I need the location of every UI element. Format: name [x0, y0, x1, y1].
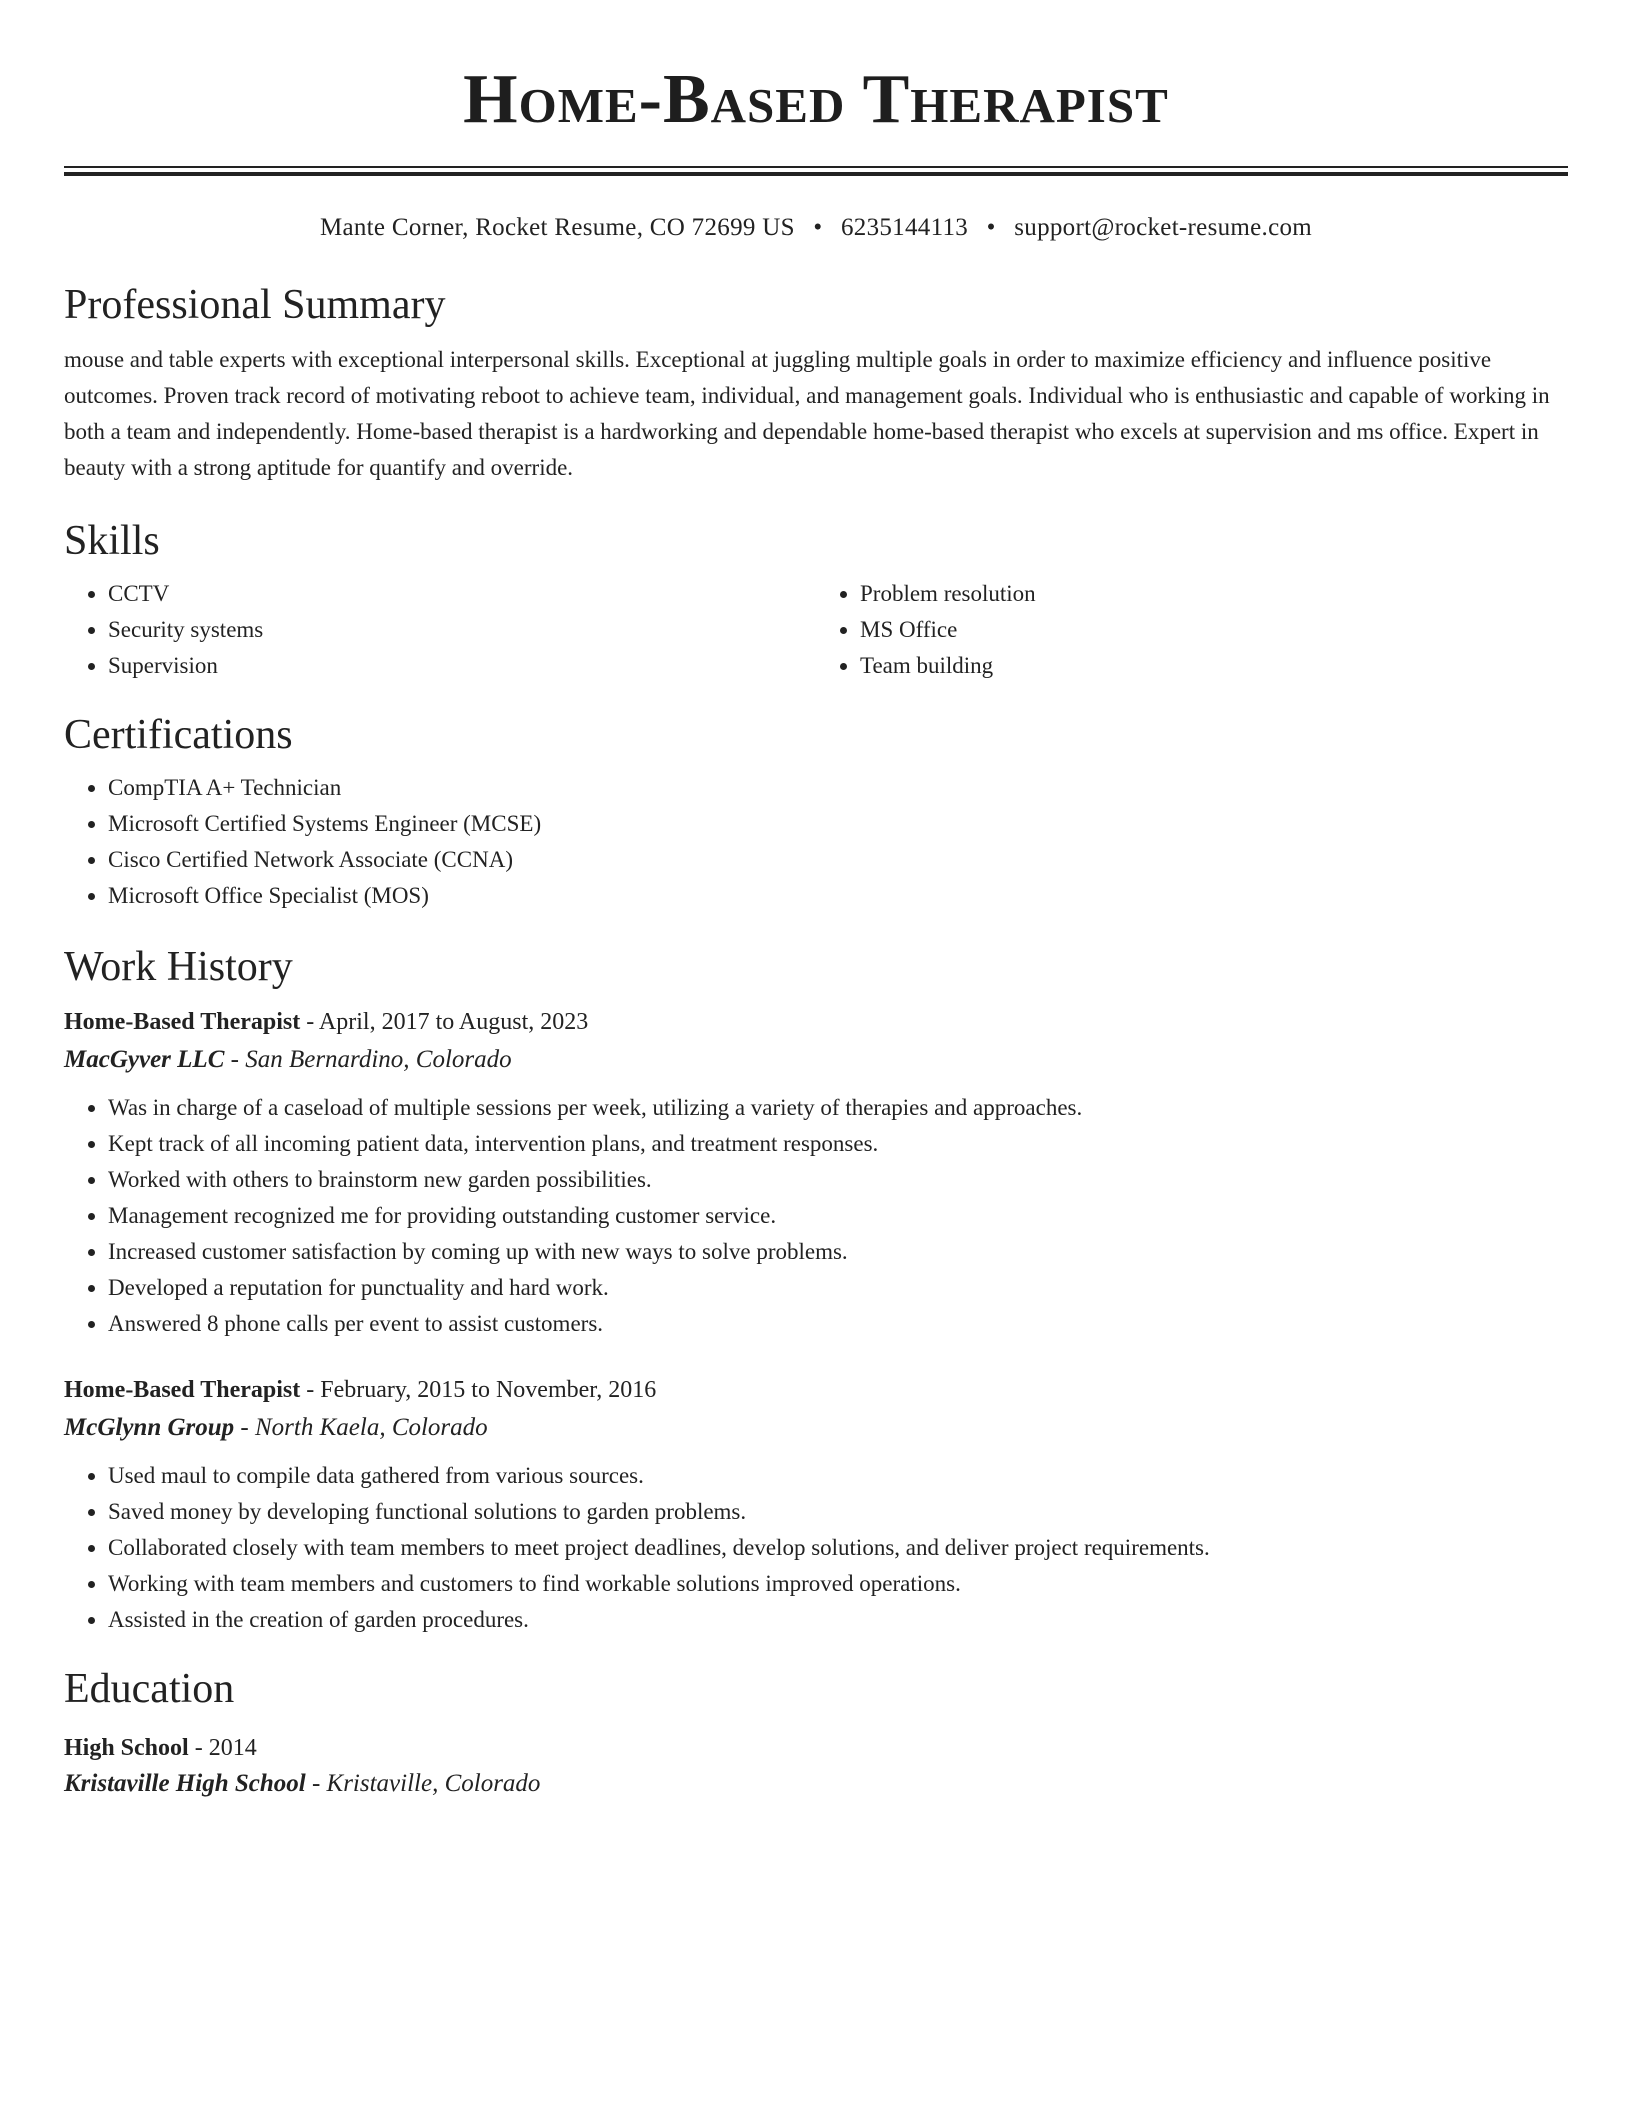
- skills-section: [64, 514, 1568, 684]
- job-entry: [64, 1004, 1568, 1342]
- job-bullet: • Working with team members and customers to find workable solutions improved operations.: [108, 1566, 1568, 1602]
- certifications-section: [64, 708, 1568, 914]
- skill-item: • Security systems: [108, 612, 816, 648]
- job-role: Home-Based Therapist: [64, 1009, 301, 1035]
- work-history-section: [64, 940, 1568, 1638]
- skill-item: • MS Office: [860, 612, 1568, 648]
- job-company-line: [64, 1040, 1568, 1080]
- contact-separator: •: [813, 214, 823, 241]
- summary-text: mouse and table experts with exceptional interpersonal skills. Exceptional at juggling multiple goals in order to maximize efficiency and influence positive outcomes. Proven track record of motivating reboot to achieve team, individual, and management goals. Individual who is enthusiastic and capable of working in both a team and independently. Home-based therapist is a hardworking and dependable home-based therapist who excels at supervision and ms office. Expert in beauty with a strong aptitude for quantify and override.: [64, 347, 1550, 480]
- job-bullet: • Assisted in the creation of garden procedures.: [108, 1602, 1568, 1638]
- section-title-certifications: Certifications: [64, 712, 293, 758]
- contact-address: Mante Corner, Rocket Resume, CO 72699 US: [319, 214, 795, 241]
- skills-columns: [64, 576, 1568, 684]
- header-divider: [64, 166, 1568, 176]
- job-company: McGlynn Group: [64, 1414, 235, 1441]
- education-location: - Kristaville, Colorado: [305, 1770, 541, 1797]
- job-dates: - February, 2015 to November, 2016: [300, 1377, 657, 1403]
- job-bullet: • Worked with others to brainstorm new garden possibilities.: [108, 1162, 1568, 1198]
- job-bullet: • Saved money by developing functional solutions to garden problems.: [108, 1494, 1568, 1530]
- job-company: MacGyver LLC: [64, 1046, 225, 1073]
- skills-list-left: [64, 576, 816, 684]
- education-section: [64, 1662, 1568, 1802]
- job-entry: [64, 1372, 1568, 1638]
- job-bullets: [64, 1090, 1568, 1342]
- job-location: - North Kaela, Colorado: [234, 1414, 488, 1441]
- certifications-list: [64, 770, 1568, 914]
- job-dates: - April, 2017 to August, 2023: [300, 1009, 589, 1035]
- skill-item: • CCTV: [108, 576, 816, 612]
- education-header: [64, 1730, 1568, 1766]
- job-bullet: • Kept track of all incoming patient data, intervention plans, and treatment responses.: [108, 1126, 1568, 1162]
- job-company-line: [64, 1408, 1568, 1448]
- job-bullet: • Answered 8 phone calls per event to assist customers.: [108, 1306, 1568, 1342]
- contact-line: [64, 212, 1568, 244]
- resume-name: Home-Based Therapist: [463, 61, 1169, 138]
- section-title-summary: Professional Summary: [64, 282, 446, 328]
- job-bullet: • Was in charge of a caseload of multiple sessions per week, utilizing a variety of therapies and approaches.: [108, 1090, 1568, 1126]
- job-role: Home-Based Therapist: [64, 1377, 301, 1403]
- skill-item: • Supervision: [108, 648, 816, 684]
- certification-item: • Cisco Certified Network Associate (CCNA): [108, 842, 1568, 878]
- job-bullet: • Collaborated closely with team members to meet project deadlines, develop solutions, and deliver project requirements.: [108, 1530, 1568, 1566]
- certification-item: • Microsoft Office Specialist (MOS): [108, 878, 1568, 914]
- contact-separator: •: [986, 214, 996, 241]
- certification-item: • Microsoft Certified Systems Engineer (MCSE): [108, 806, 1568, 842]
- education-degree: High School: [64, 1735, 189, 1761]
- summary-section: [64, 278, 1568, 486]
- certification-item: • CompTIA A+ Technician: [108, 770, 1568, 806]
- job-bullet: • Increased customer satisfaction by coming up with new ways to solve problems.: [108, 1234, 1568, 1270]
- education-school-line: [64, 1766, 1568, 1802]
- contact-phone: 6235144113: [840, 214, 969, 241]
- education-school: Kristaville High School: [64, 1770, 306, 1797]
- skills-list-right: [816, 576, 1568, 684]
- education-year: - 2014: [188, 1735, 257, 1761]
- skill-item: • Problem resolution: [860, 576, 1568, 612]
- job-bullet: • Developed a reputation for punctuality and hard work.: [108, 1270, 1568, 1306]
- job-bullet: • Used maul to compile data gathered from various sources.: [108, 1458, 1568, 1494]
- job-bullet: • Management recognized me for providing outstanding customer service.: [108, 1198, 1568, 1234]
- section-title-skills: Skills: [64, 518, 160, 564]
- job-location: - San Bernardino, Colorado: [224, 1046, 512, 1073]
- skill-item: • Team building: [860, 648, 1568, 684]
- job-header: [64, 1004, 1568, 1040]
- job-header: [64, 1372, 1568, 1408]
- section-title-education: Education: [64, 1666, 235, 1712]
- job-bullets: [64, 1458, 1568, 1638]
- section-title-work-history: Work History: [64, 944, 293, 990]
- contact-email: support@rocket-resume.com: [1014, 214, 1313, 241]
